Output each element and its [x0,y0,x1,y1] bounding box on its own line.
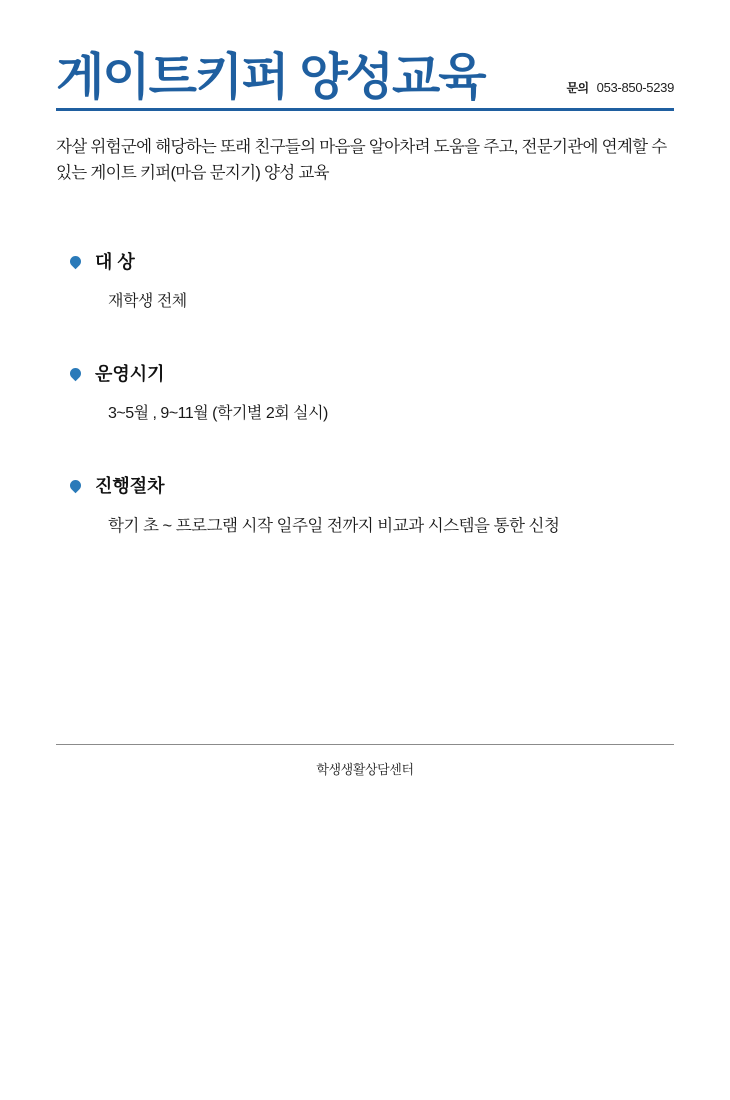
contact-label: 문의 [566,81,589,95]
page-title: 게이트키퍼 양성교육 [56,49,485,105]
section-schedule-head [56,360,674,386]
section-target-body: 재학생 전체 [108,293,187,311]
section-target [56,248,674,314]
section-procedure-title: 진행절차 [95,476,165,497]
section-schedule-title: 운영시기 [95,364,165,385]
poster-footer [56,744,674,778]
section-procedure [56,472,674,539]
section-list [56,248,674,539]
poster-header [56,0,674,111]
contact-info [566,79,674,102]
section-procedure-body: 학기 초 ~ 프로그램 시작 일주일 전까지 비교과 시스템을 통한 신청 [108,517,560,536]
bullet-drop-icon [68,477,84,493]
bullet-drop-icon [68,365,84,381]
contact-phone-number: 053-850-5239 [596,80,674,95]
section-procedure-head [56,472,674,498]
section-schedule-body: 3~5월 , 9~11월 (학기별 2회 실시) [108,405,328,423]
bullet-drop-icon [68,253,84,269]
footer-organization: 학생생활상담센터 [316,762,414,777]
intro-description: 자살 위험군에 해당하는 또래 친구들의 마음을 알아차려 도움을 주고, 전문기관에 연계할 수 있는 게이트 키퍼(마음 문지기) 양성 교육 [56,138,667,182]
section-schedule [56,360,674,426]
section-target-head [56,248,674,274]
section-target-title: 대 상 [95,252,135,273]
footer-divider [56,744,674,745]
